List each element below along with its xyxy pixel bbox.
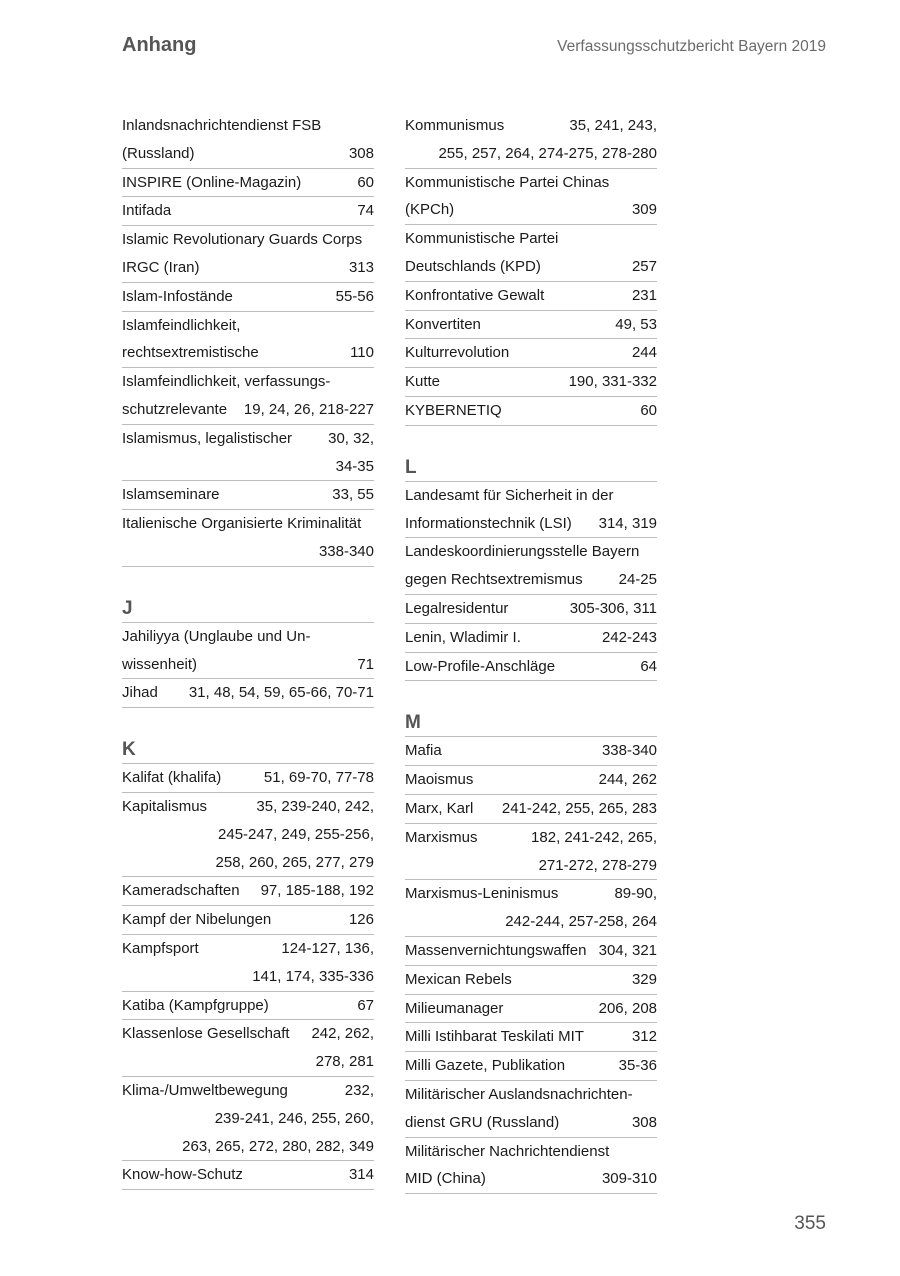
index-page-refs: 35-36 (618, 1057, 657, 1075)
index-term: Militärischer Auslandsnachrichten- (405, 1085, 633, 1103)
index-term: Marx, Karl (405, 799, 474, 817)
index-entry-line (405, 766, 657, 794)
index-entry (405, 482, 657, 539)
index-page-refs: 244 (631, 344, 657, 362)
index-page-refs: 242, 262, (311, 1025, 374, 1043)
index-entry-line (405, 653, 657, 681)
index-entry (405, 112, 657, 169)
index-page-refs: 314, 319 (598, 514, 657, 532)
index-term: Informationstechnik (LSI) (405, 514, 572, 532)
index-page-refs: 242-243 (601, 628, 657, 646)
index-entry (122, 679, 374, 708)
index-entry-line (122, 396, 374, 424)
index-term: Kommunismus (405, 117, 505, 134)
index-page-refs: 308 (631, 1113, 657, 1131)
index-entry-line (405, 1109, 657, 1137)
index-entry (122, 1020, 374, 1077)
index-page-refs: 60 (640, 401, 657, 419)
index-page-refs: 313 (348, 258, 374, 276)
index-page-refs: 258, 260, 265, 277, 279 (215, 853, 374, 871)
index-page-refs: 245-247, 249, 255-256, (218, 825, 374, 843)
index-entry (405, 339, 657, 368)
index-term: INSPIRE (Online-Magazin) (122, 173, 302, 191)
index-term: Militärischer Nachrichtendienst (405, 1142, 610, 1160)
index-entry (122, 510, 374, 567)
index-term: Kommunistische Partei Chinas (405, 173, 610, 191)
index-term: Massenvernichtungswaffen (405, 941, 587, 959)
index-entry-line (405, 1023, 657, 1051)
index-entry (405, 737, 657, 766)
index-term: Milli Istihbarat Teskilati MIT (405, 1028, 584, 1046)
index-term: Islam-Infostände (122, 287, 233, 305)
index-entry-line (405, 966, 657, 994)
index-entry (122, 935, 374, 992)
index-entry-line (122, 197, 374, 225)
index-entry (122, 197, 374, 226)
index-entry (122, 481, 374, 510)
index-entry-line (122, 538, 374, 566)
index-page-refs: 244, 262 (598, 771, 657, 789)
index-term: Lenin, Wladimir I. (405, 628, 521, 646)
index-entry (405, 368, 657, 397)
index-entry-line (122, 339, 374, 367)
index-entry-line (405, 339, 657, 367)
index-entry-line (405, 538, 657, 566)
index-page-refs: 338-340 (318, 542, 374, 560)
index-page-refs: 206, 208 (598, 999, 657, 1017)
index-page-refs: 263, 265, 272, 280, 282, 349 (182, 1137, 374, 1155)
index-term: Legalresidentur (405, 599, 509, 617)
index-term: Jihad (122, 684, 158, 702)
index-entry (122, 764, 374, 793)
index-entry-line (122, 1077, 374, 1105)
index-page-refs: 141, 174, 335-336 (252, 967, 374, 985)
index-term: Islamfeindlichkeit, verfassungs- (122, 373, 331, 391)
index-page-refs: 64 (640, 657, 657, 675)
index-page-refs: 309 (631, 201, 657, 219)
index-page-refs: 49, 53 (615, 315, 657, 333)
index-entry-line (122, 992, 374, 1020)
index-page-refs: 19, 24, 26, 218-227 (243, 400, 374, 418)
index-entry-line (405, 1052, 657, 1080)
index-letter-heading: K (122, 736, 374, 764)
index-entry (405, 1081, 657, 1138)
index-term: Maoismus (405, 771, 474, 789)
index-page-refs: 278, 281 (315, 1053, 374, 1071)
index-term: Mexican Rebels (405, 970, 512, 988)
index-page-refs: 304, 321 (598, 941, 657, 959)
index-term: Landesamt für Sicherheit in der (405, 486, 614, 504)
index-entry-line (405, 282, 657, 310)
index-page-refs: 182, 241-242, 265, (531, 828, 657, 846)
index-entry-line (122, 453, 374, 481)
index-entry-line (405, 196, 657, 224)
index-term: Konfrontative Gewalt (405, 286, 545, 304)
index-entry (405, 595, 657, 624)
index-term: Kutte (405, 373, 441, 391)
index-entry-line (405, 1081, 657, 1109)
index-entry-line (122, 112, 374, 140)
index-letter-heading: L (405, 454, 657, 482)
index-term: schutzrelevante (122, 400, 228, 418)
index-term: Marxismus (405, 828, 478, 846)
index-page-refs: 190, 331-332 (568, 373, 657, 391)
index-entry-line (122, 821, 374, 849)
index-entry-line (122, 481, 374, 509)
index-term: Deutschlands (KPD) (405, 257, 541, 275)
index-page-refs: 124-127, 136, (281, 939, 374, 957)
index-term: Konvertiten (405, 315, 481, 333)
index-page-refs: 338-340 (601, 742, 657, 760)
index-entry (405, 995, 657, 1024)
index-entry-line (122, 283, 374, 311)
index-entry (405, 169, 657, 226)
index-entry (405, 937, 657, 966)
index-entry-line (122, 623, 374, 651)
index-entry (405, 653, 657, 682)
index-entry-line (405, 908, 657, 936)
index-entry (122, 906, 374, 935)
index-term: Klima-/Umweltbewegung (122, 1081, 288, 1099)
index-entry-line (122, 849, 374, 877)
index-term: Kampfsport (122, 939, 199, 957)
index-entry (122, 226, 374, 283)
index-page-refs: 97, 185-188, 192 (260, 882, 374, 900)
index-entry-line (405, 510, 657, 538)
page-number: 355 (794, 1213, 826, 1234)
index-entry-line (405, 995, 657, 1023)
index-entry (405, 766, 657, 795)
index-term: KYBERNETIQ (405, 401, 502, 419)
index-entry-line (405, 595, 657, 623)
index-entry (405, 311, 657, 340)
index-entry (122, 312, 374, 369)
index-term: IRGC (Iran) (122, 258, 200, 276)
index-term: rechtsextremistische (122, 344, 259, 362)
index-term: Kommunistische Partei (405, 230, 559, 248)
index-entry (405, 1052, 657, 1081)
index-entry-line (122, 906, 374, 934)
index-term: Klassenlose Gesellschaft (122, 1025, 290, 1043)
index-term: Kalifat (khalifa) (122, 769, 222, 787)
index-column-right (405, 112, 657, 1194)
index-page-refs: 126 (348, 911, 374, 929)
index-page-refs: 231 (631, 286, 657, 304)
index-page-refs: 67 (357, 996, 374, 1014)
index-page-refs: 31, 48, 54, 59, 65-66, 70-71 (188, 684, 374, 702)
index-term: (Russland) (122, 144, 195, 162)
index-entry (405, 624, 657, 653)
index-entry-line (122, 679, 374, 707)
index-entry-line (405, 737, 657, 765)
index-page-refs: 110 (350, 344, 374, 362)
index-letter-heading: J (122, 595, 374, 623)
index-entry-line (122, 1161, 374, 1189)
index-term: Intifada (122, 202, 172, 220)
index-entry-line (122, 425, 374, 453)
index-entry (405, 397, 657, 426)
index-page-refs: 35, 241, 243, (569, 117, 657, 134)
index-entry (122, 992, 374, 1021)
index-page-refs: 242-244, 257-258, 264 (505, 913, 657, 931)
section-spacer (122, 567, 374, 595)
index-page-refs: 24-25 (618, 571, 657, 589)
index-term: Low-Profile-Anschläge (405, 657, 556, 675)
index-term: Milieumanager (405, 999, 504, 1017)
section-spacer (405, 681, 657, 709)
index-entry-line (122, 793, 374, 821)
index-entry (405, 1138, 657, 1195)
index-letter-heading: M (405, 709, 657, 737)
index-entry-line (405, 368, 657, 396)
index-entry (122, 793, 374, 877)
index-term: Kulturrevolution (405, 344, 510, 362)
index-entry-line (122, 368, 374, 396)
section-spacer (122, 708, 374, 736)
index-entry-line (405, 937, 657, 965)
index-entry-line (405, 852, 657, 880)
index-entry-line (122, 169, 374, 197)
index-page-refs: 329 (631, 970, 657, 988)
index-term: (KPCh) (405, 201, 455, 219)
index-term: Milli Gazete, Publikation (405, 1057, 566, 1075)
index-entry (405, 824, 657, 881)
index-entry-line (405, 253, 657, 281)
index-page-refs: 30, 32, (328, 429, 374, 447)
running-header-publication: Verfassungsschutzbericht Bayern 2019 (557, 38, 826, 55)
index-term: Jahiliyya (Unglaube und Un- (122, 627, 311, 645)
index-entry (122, 425, 374, 482)
index-entry-line (122, 877, 374, 905)
index-term: Landeskoordinierungsstelle Bayern (405, 543, 640, 561)
index-term: Islamfeindlichkeit, (122, 316, 241, 334)
index-entry-line (405, 566, 657, 594)
index-entry-line (122, 963, 374, 991)
index-term: Mafia (405, 742, 442, 760)
index-page-refs: 232, (344, 1081, 374, 1099)
index-entry-line (122, 226, 374, 254)
index-entry-line (405, 1138, 657, 1166)
index-entry (405, 282, 657, 311)
index-entry-line (122, 764, 374, 792)
index-entry-line (405, 880, 657, 908)
index-entry (405, 538, 657, 595)
index-term: Kapitalismus (122, 797, 208, 815)
index-entry-line (122, 140, 374, 168)
index-entry (122, 623, 374, 680)
index-term: MID (China) (405, 1170, 486, 1188)
index-entry (405, 1023, 657, 1052)
index-entry-line (405, 1165, 657, 1193)
index-entry-line (122, 651, 374, 679)
index-entry-line (405, 140, 657, 168)
index-page-refs: 308 (348, 144, 374, 162)
index-term: dienst GRU (Russland) (405, 1113, 560, 1131)
index-term: Marxismus-Leninismus (405, 885, 559, 903)
index-entry (122, 1077, 374, 1161)
index-page-refs: 74 (357, 202, 374, 220)
index-entry-line (405, 112, 657, 140)
index-page-refs: 35, 239-240, 242, (256, 797, 374, 815)
index-term: gegen Rechtsextremismus (405, 571, 583, 589)
index-page-refs: 71 (357, 655, 374, 673)
index-page-refs: 33, 55 (332, 486, 374, 504)
index-entry-line (122, 1105, 374, 1133)
index-entry-line (122, 1020, 374, 1048)
index-page-refs: 34-35 (335, 457, 374, 475)
index-entry-line (122, 1133, 374, 1161)
index-page-refs: 239-241, 246, 255, 260, (214, 1109, 374, 1127)
index-entry (122, 368, 374, 425)
index-term: Islamic Revolutionary Guards Corps (122, 231, 363, 249)
index-entry (405, 880, 657, 937)
index-entry-line (122, 1048, 374, 1076)
index-entry (405, 966, 657, 995)
index-entry-line (122, 510, 374, 538)
index-page-refs: 257 (631, 257, 657, 275)
index-entry-line (122, 254, 374, 282)
index-entry-line (405, 225, 657, 253)
index-term: Kampf der Nibelungen (122, 911, 272, 929)
index-term: Islamseminare (122, 486, 220, 504)
index-term: Know-how-Schutz (122, 1166, 243, 1184)
index-page-refs: 312 (631, 1028, 657, 1046)
running-header-section: Anhang (122, 34, 197, 56)
index-entry-line (122, 312, 374, 340)
index-page-refs: 305-306, 311 (569, 599, 657, 617)
index-entry (122, 169, 374, 198)
index-page-refs: 309-310 (601, 1170, 657, 1188)
index-page-refs: 314 (348, 1166, 374, 1184)
index-entry-line (405, 311, 657, 339)
index-entry (405, 795, 657, 824)
index-entry-line (122, 935, 374, 963)
index-entry-line (405, 169, 657, 197)
index-entry-line (405, 824, 657, 852)
index-page-refs: 271-272, 278-279 (538, 856, 657, 874)
index-entry (122, 112, 374, 169)
index-column-left (122, 112, 374, 1190)
index-term: Katiba (Kampfgruppe) (122, 996, 269, 1014)
index-entry (122, 877, 374, 906)
index-entry (405, 225, 657, 282)
index-page-refs: 55-56 (335, 287, 374, 305)
index-entry (122, 283, 374, 312)
index-page-refs: 60 (357, 173, 374, 191)
index-term: Inlandsnachrichtendienst FSB (122, 117, 322, 134)
index-page-refs: 51, 69-70, 77-78 (263, 769, 374, 787)
index-term: wissenheit) (122, 655, 198, 673)
index-term: Kameradschaften (122, 882, 240, 900)
index-page-refs: 89-90, (614, 885, 657, 903)
index-term: Islamismus, legalistischer (122, 429, 293, 447)
index-term: Italienische Organisierte Kriminalität (122, 515, 362, 533)
index-entry (122, 1161, 374, 1190)
index-entry-line (405, 795, 657, 823)
index-page-refs: 255, 257, 264, 274-275, 278-280 (438, 144, 657, 162)
index-entry-line (405, 397, 657, 425)
index-entry-line (405, 624, 657, 652)
section-spacer (405, 426, 657, 454)
index-entry-line (405, 482, 657, 510)
index-page-refs: 241-242, 255, 265, 283 (501, 799, 657, 817)
